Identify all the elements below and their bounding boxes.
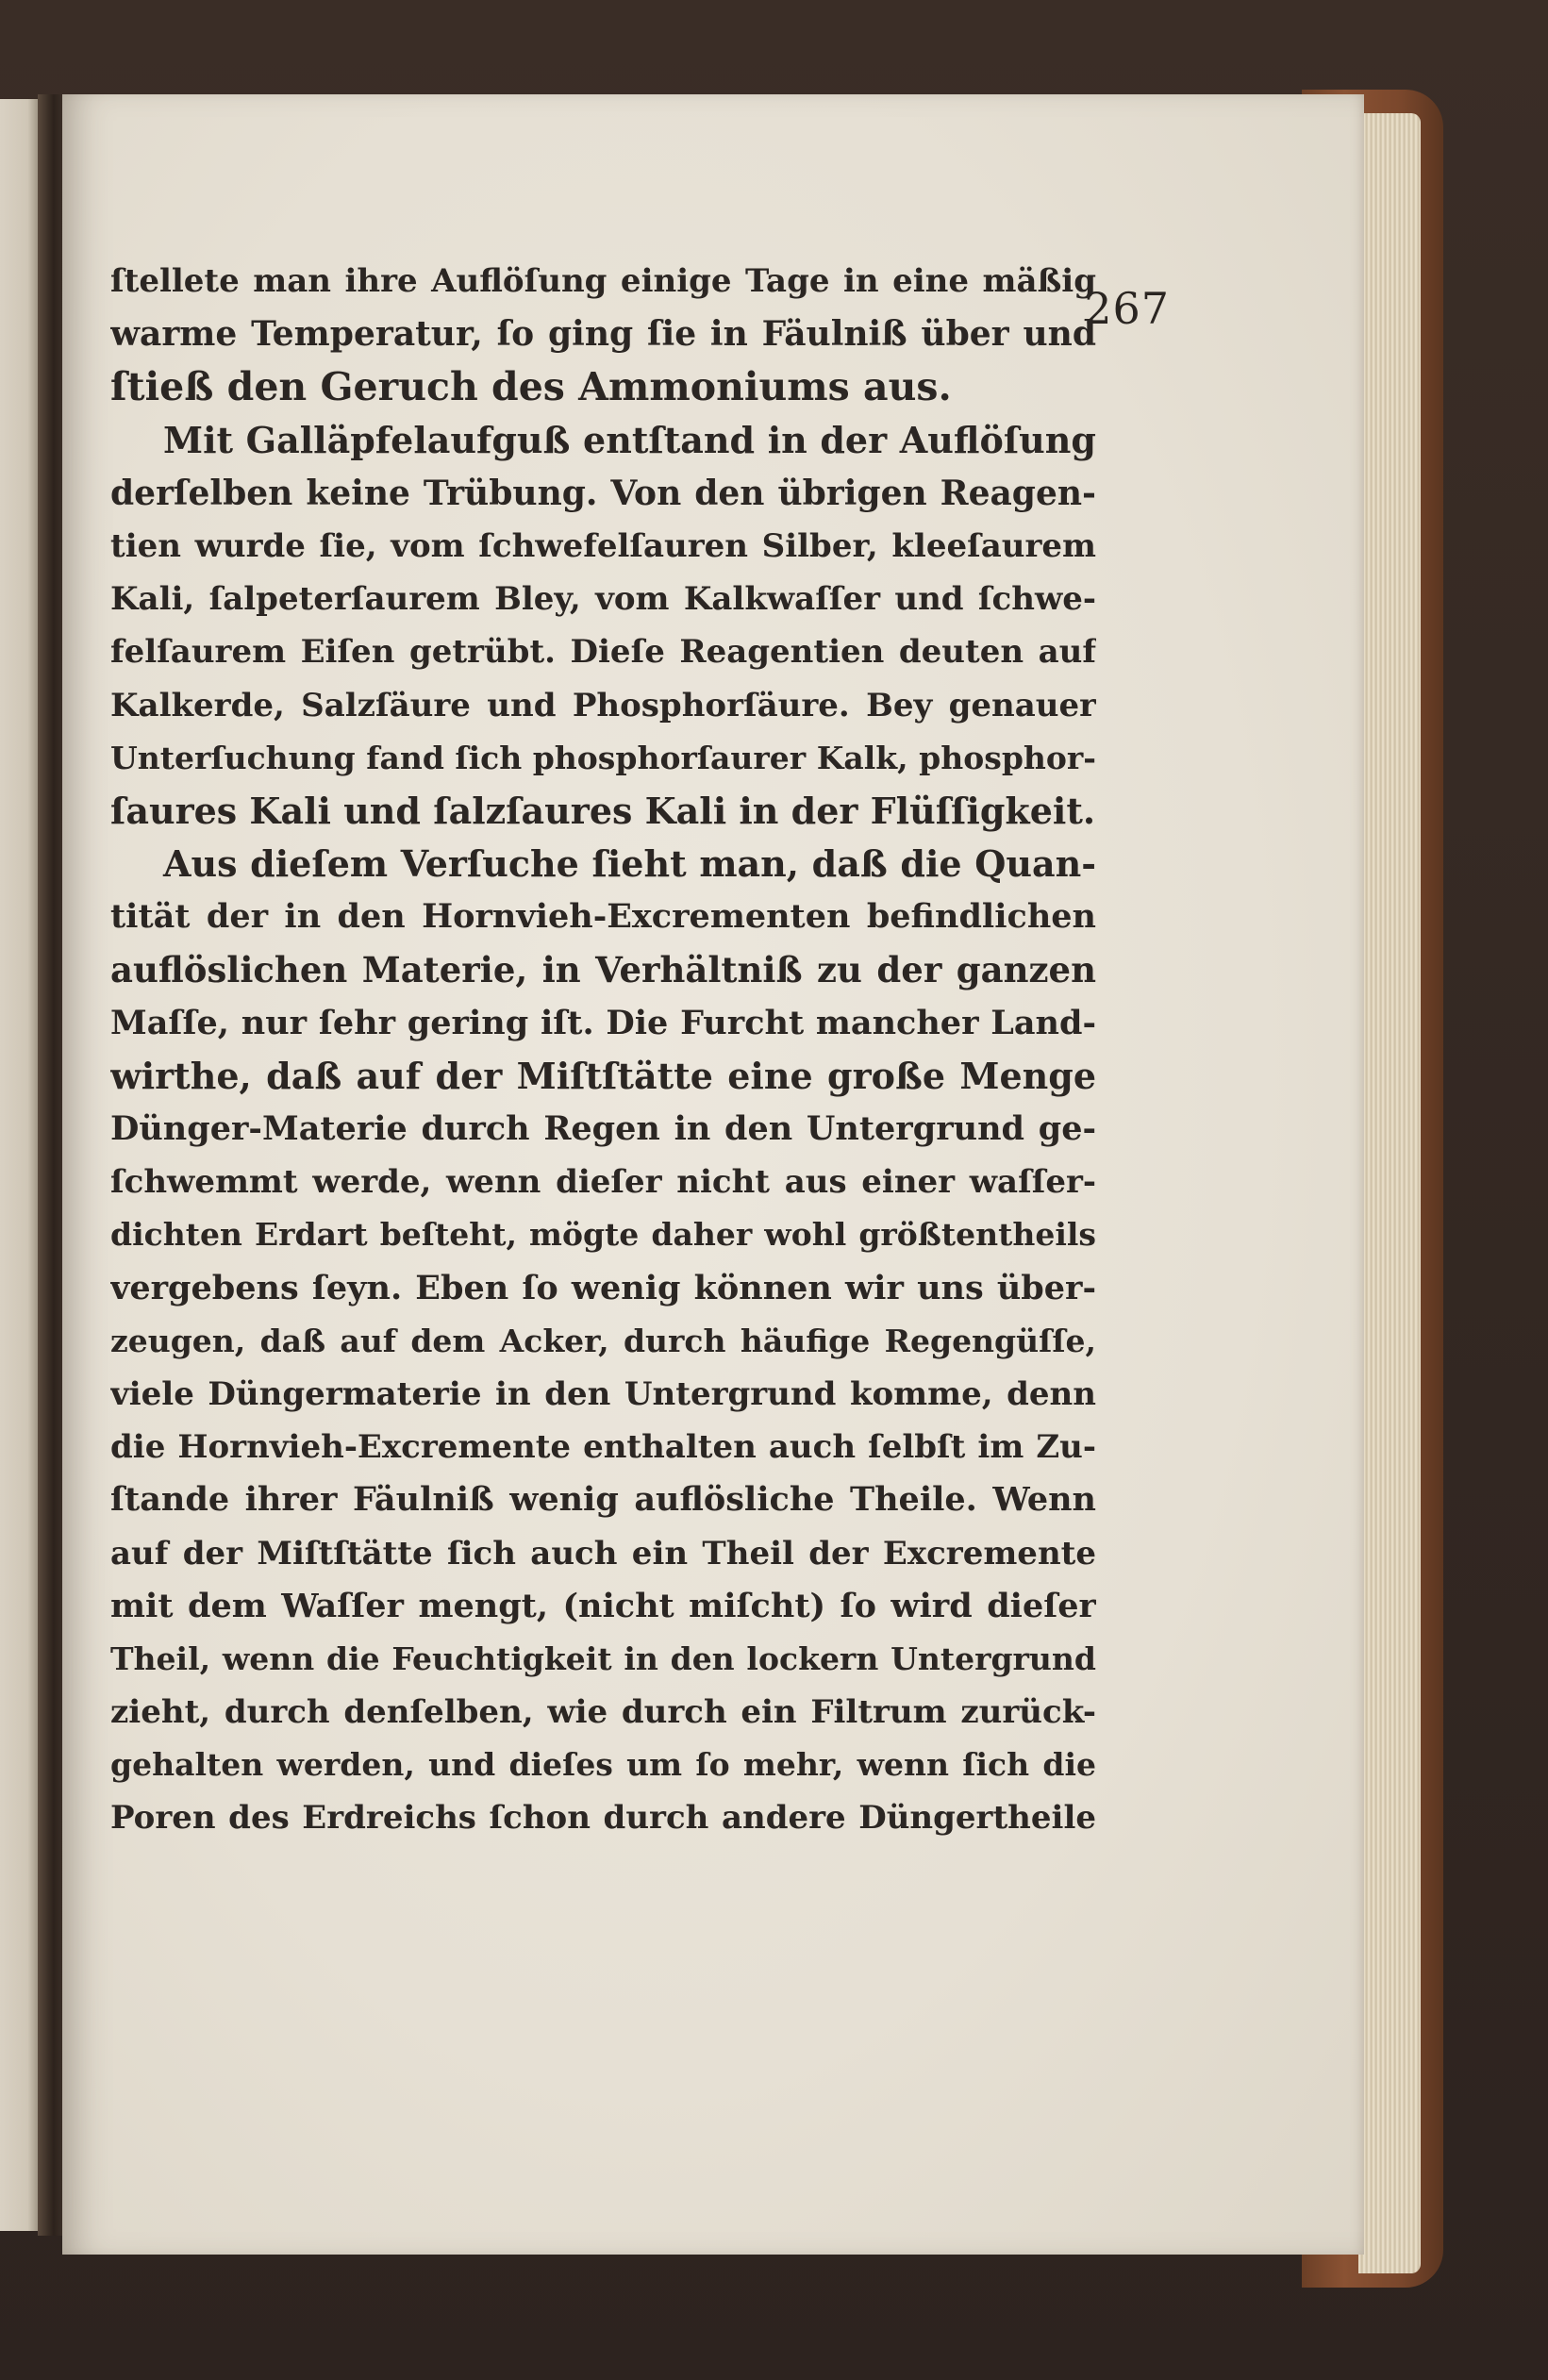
text-line: zeugen, daß auf dem Acker, durch häufige Regengüſſe,	[110, 1322, 1096, 1359]
text-line: Theil, wenn die Feuchtigkeit in den lockern Untergrund	[110, 1639, 1096, 1677]
text-line: tität der in den Hornvieh-Excrementen befindlichen	[110, 897, 1096, 937]
text-line: ſaures Kali und ſalzſaures Kali in der Flüſſigkeit.	[110, 789, 1096, 832]
text-line: Poren des Erdreichs ſchon durch andere Düngertheile	[110, 1799, 1096, 1838]
text-line: vergebens ſeyn. Eben ſo wenig können wir uns über-	[110, 1268, 1096, 1307]
text-line: ſtande ihrer Fäulniß wenig auflösliche Theile. Wenn	[110, 1480, 1096, 1520]
text-line: Maſſe, nur ſehr gering iſt. Die Furcht mancher Land-	[110, 1003, 1096, 1042]
text-line: auf der Miſtſtätte ſich auch ein Theil der Excremente	[110, 1534, 1096, 1573]
text-line: mit dem Waſſer mengt, (nicht miſcht) ſo wird dieſer	[110, 1586, 1096, 1625]
text-line: wirthe, daß auf der Miſtſtätte eine große Menge	[110, 1054, 1096, 1097]
text-line: auflöslichen Materie, in Verhältniß zu der ganzen	[110, 949, 1096, 991]
text-line: ſtellete man ihre Auflöſung einige Tage in eine mäßig	[110, 262, 1096, 300]
text-line: Dünger-Materie durch Regen in den Untergrund ge-	[110, 1109, 1096, 1148]
text-line: Mit Galläpfelaufguß entſtand in der Auflöſung	[163, 418, 1096, 461]
text-line: gehalten werden, und dieſes um ſo mehr, wenn ſich die	[110, 1746, 1096, 1784]
text-line: derſelben keine Trübung. Von den übrigen Reagen-	[110, 473, 1096, 513]
text-line: dichten Erdart beſteht, mögte daher wohl größtentheils	[110, 1216, 1096, 1254]
page-edges	[1358, 113, 1421, 2273]
text-line: warme Temperatur, ſo ging ſie in Fäulniß über und	[110, 314, 1096, 355]
page-text	[110, 255, 1096, 1845]
text-line: Aus dieſem Verſuche ſieht man, daß die Quan-	[163, 842, 1096, 886]
page-number: 267	[1084, 283, 1170, 334]
text-line: Kalkerde, Salzſäure und Phosphorſäure. Bey genauer	[110, 686, 1096, 724]
text-line: felſaurem Eiſen getrübt. Dieſe Reagentien deuten auf	[110, 633, 1096, 672]
text-line: tien wurde ſie, vom ſchwefelſauren Silber, kleeſaurem	[110, 526, 1096, 565]
text-line: ſchwemmt werde, wenn dieſer nicht aus einer waſſer-	[110, 1163, 1096, 1202]
text-line: Unterſuchung fand ſich phosphorſaurer Kalk, phosphor-	[110, 739, 1096, 776]
text-line: zieht, durch denſelben, wie durch ein Filtrum zurück-	[110, 1693, 1096, 1732]
text-line: ſtieß den Geruch des Ammoniums aus.	[110, 364, 952, 410]
left-page-sliver	[0, 99, 40, 2231]
text-line: viele Düngermaterie in den Untergrund komme, denn	[110, 1374, 1096, 1413]
text-line: die Hornvieh-Excremente enthalten auch ſelbſt im Zu-	[110, 1428, 1096, 1467]
book-gutter	[38, 94, 64, 2236]
text-line: Kali, ſalpeterſaurem Bley, vom Kalkwaſſer und ſchwe-	[110, 580, 1096, 619]
